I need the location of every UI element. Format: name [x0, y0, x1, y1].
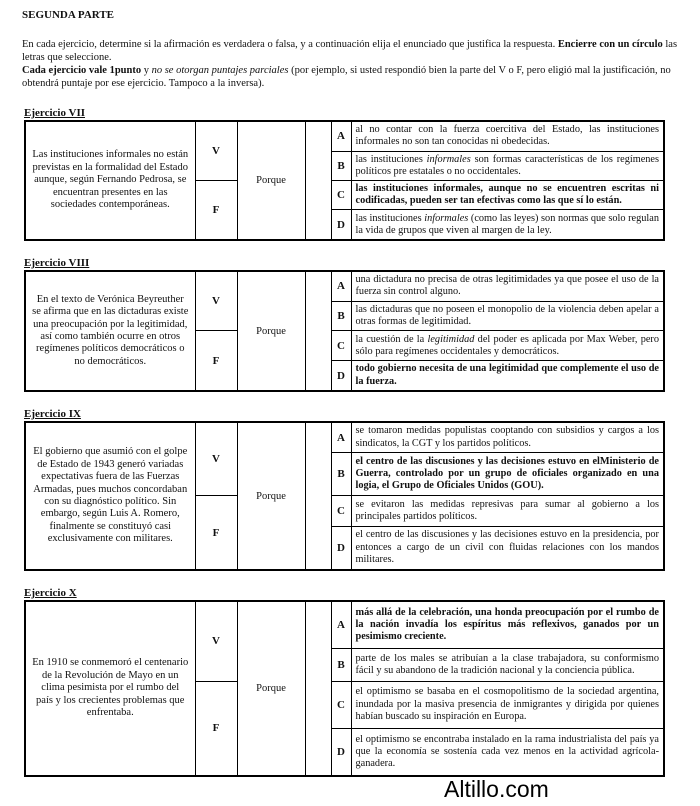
option-text	[351, 331, 664, 361]
true-option[interactable]: V	[195, 601, 237, 681]
option-text-em: informales	[426, 153, 471, 165]
option-letter-a[interactable]: A	[331, 422, 351, 453]
option-letter-c[interactable]: C	[331, 331, 351, 361]
true-option[interactable]: V	[195, 422, 237, 496]
instructions-text-end: las letras que seleccione.	[22, 39, 678, 63]
connector-gap	[305, 601, 331, 776]
option-text-em: informales	[424, 212, 469, 224]
porque-label: Porque	[237, 601, 305, 776]
porque-label: Porque	[237, 121, 305, 240]
exercise-table	[24, 600, 665, 777]
option-text: el optimismo se basaba en el cosmopolitismo de la sociedad argentina, inundada por la masiva presencia de inmigrantes y dirigida por quienes habían buscado su inspiración en Europa.	[351, 681, 664, 728]
option-letter-d[interactable]: D	[331, 210, 351, 240]
option-letter-c[interactable]: C	[331, 180, 351, 209]
option-letter-a[interactable]: A	[331, 121, 351, 151]
option-text: el centro de las discusiones y las decisiones estuvo en elMinisterio de Guerra, controlado por un grupo de oficiales organizado en una logia, el Grupo de Oficiales Unidos (GOU).	[351, 453, 664, 496]
option-letter-b[interactable]: B	[331, 649, 351, 682]
page-heading: SEGUNDA PARTE	[22, 9, 115, 21]
option-text: se tomaron medidas populistas cooptando con subsidios y cargos a los sindicatos, la CGT y los partidos políticos.	[351, 422, 664, 453]
true-option[interactable]: V	[195, 271, 237, 331]
instructions-emphasis: Encierre con un círculo	[557, 39, 663, 50]
option-text-part: las instituciones	[355, 212, 425, 224]
false-option[interactable]: F	[195, 331, 237, 391]
option-letter-d[interactable]: D	[331, 728, 351, 776]
false-option[interactable]: F	[195, 180, 237, 240]
option-letter-c[interactable]: C	[331, 496, 351, 526]
option-text-part: (como las leyes) son normas que solo regulan la vida de grupos que viven al margen de la ley.	[355, 212, 660, 236]
exercise-table	[24, 270, 665, 392]
connector-gap	[305, 121, 331, 240]
option-text: parte de los males se atribuían a la clase trabajadora, su conformismo fácil y su abandono de la tradición nacional y la conciencia pública.	[351, 649, 664, 682]
option-text: una dictadura no precisa de otras legitimidades ya que posee el uso de la fuerza sin control alguno.	[351, 271, 664, 301]
option-letter-b[interactable]: B	[331, 151, 351, 180]
option-text: al no contar con la fuerza coercitiva del Estado, las instituciones informales no son tan conocidas ni obedecidas.	[351, 121, 664, 151]
false-option[interactable]: F	[195, 496, 237, 570]
porque-label: Porque	[237, 271, 305, 391]
exercise-title: Ejercicio X	[24, 587, 77, 599]
option-text: más allá de la celebración, una honda preocupación por el rumbo de la nación invadía los espíritus más reflexivos, ganados por un pesimismo creciente.	[351, 601, 664, 649]
scoring-explanation: (por ejemplo, si usted respondió bien la parte del V o F, pero eligió mal la justificación, no obtendrá puntaje por ese ejercicio. Tampoco a la inversa).	[22, 65, 671, 89]
instructions	[22, 38, 682, 90]
scoring-partial: no se otorgan puntajes parciales	[151, 65, 289, 76]
exercise-statement: En 1910 se conmemoró el centenario de la Revolución de Mayo en un clima pesimista por el rumbo del país y los crecientes problemas que enfrentaba.	[25, 601, 195, 776]
option-text-em: legitimidad	[427, 333, 475, 345]
exercise-statement: El gobierno que asumió con el golpe de Estado de 1943 generó variadas expectativas fuera de las Fuerzas Armadas, pues muchos concordaban con su diagnóstico político. Sin embargo, según Luis A. Romero, finalmente se constituyó casi exclusivamente con militares.	[25, 422, 195, 570]
exercise-statement: Las instituciones informales no están previstas en la formalidad del Estado aunque, según Fernando Pedrosa, se encuentran presentes en las sociedades contemporáneas.	[25, 121, 195, 240]
option-letter-b[interactable]: B	[331, 453, 351, 496]
instructions-text: En cada ejercicio, determine si la afirmación es verdadera o falsa, y a continuación elija el enunciado que justifica la respuesta.	[22, 39, 558, 50]
option-text: se evitaron las medidas represivas para sumar al gobierno a los principales partidos políticos.	[351, 496, 664, 526]
exercise-table	[24, 421, 665, 571]
option-letter-b[interactable]: B	[331, 301, 351, 331]
option-text: el optimismo se encontraba instalado en la rama industrialista del país ya que la economía se sostenía cada vez menos en la actividad agrícola-ganadera.	[351, 728, 664, 776]
option-text: las instituciones informales, aunque no se encuentren escritas ni codificadas, pueden ser tan efectivas como las que sí lo están.	[351, 180, 664, 209]
option-letter-c[interactable]: C	[331, 681, 351, 728]
exercise-title: Ejercicio VIII	[24, 257, 90, 269]
scoring-connector: y	[141, 65, 152, 76]
option-text	[351, 210, 664, 240]
option-text-part: son formas características de los regímenes políticos pre estatales o no occidentales.	[355, 153, 660, 177]
option-letter-a[interactable]: A	[331, 601, 351, 649]
option-text: el centro de las discusiones y las decisiones estuvo en la presidencia, por entonces a cargo de un civil con fluidas relaciones con los mandos militares.	[351, 526, 664, 570]
exercise-statement: En el texto de Verónica Beyreuther se afirma que en las dictaduras existe una preocupación por la legitimidad, así como también ocurre en otros regímenes políticos democráticos o no democráticos.	[25, 271, 195, 391]
false-option[interactable]: F	[195, 681, 237, 776]
option-text: las dictaduras que no poseen el monopolio de la violencia deben apelar a otras formas de legitimidad.	[351, 301, 664, 331]
watermark-text: Altillo.com	[444, 776, 549, 802]
option-text	[351, 151, 664, 180]
connector-gap	[305, 271, 331, 391]
exercise-title: Ejercicio VII	[24, 107, 85, 119]
porque-label: Porque	[237, 422, 305, 570]
connector-gap	[305, 422, 331, 570]
true-option[interactable]: V	[195, 121, 237, 180]
option-letter-d[interactable]: D	[331, 526, 351, 570]
option-text-part: la cuestión de la	[355, 333, 428, 345]
exercise-table	[24, 120, 665, 241]
option-letter-a[interactable]: A	[331, 271, 351, 301]
option-text-part: del poder es aplicada por Max Weber, pero sólo para regímenes occidentales y democráticos.	[355, 333, 659, 357]
option-letter-d[interactable]: D	[331, 361, 351, 391]
option-text: todo gobierno necesita de una legitimidad que complemente el uso de la fuerza.	[351, 361, 664, 391]
scoring-note: Cada ejercicio vale 1punto	[22, 65, 142, 76]
option-text-part: las instituciones	[355, 153, 427, 165]
exercise-title: Ejercicio IX	[24, 408, 81, 420]
